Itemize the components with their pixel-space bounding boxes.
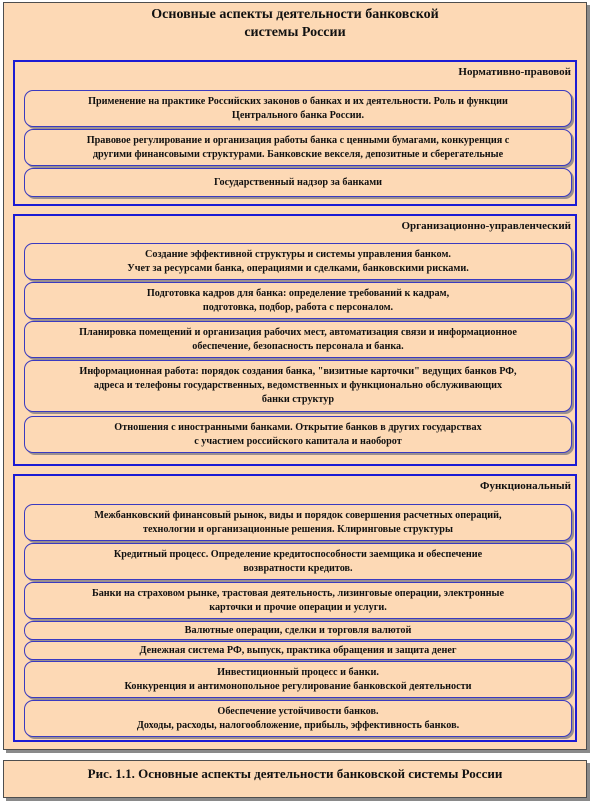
card-insurance-market: Банки на страховом рынке, трастовая деятельность, лизинговые операции, электронные карточки и прочие операции и услуги. [24,582,572,619]
card-state-supervision: Государственный надзор за банками [24,168,572,197]
card-securities-regulation: Правовое регулирование и организация работы банка с ценными бумагами, конкуренция с другими финансовыми структурами. Банковские векселя, депозитные и сберегательные [24,129,572,166]
card-currency-operations: Валютные операции, сделки и торговля валютой [24,621,572,640]
card-laws-central-bank: Применение на практике Российских законов о банках и их деятельности. Роль и функции Центрального банка России. [24,90,572,127]
block-title: Нормативно-правовой [458,66,571,78]
card-foreign-banks: Отношения с иностранными банками. Открытие банков в других государствах с участием российского капитала и наоборот [24,416,572,453]
card-information-work: Информационная работа: порядок создания банка, "визитные карточки" ведущих банков РФ, адреса и телефоны государственных, ведомственных и функционально обслуживающих банки структур [24,360,572,412]
card-personnel: Подготовка кадров для банка: определение требований к кадрам, подготовка, подбор, работа с персоналом. [24,282,572,319]
block-title: Организационно-управленческий [401,220,571,232]
block-title: Функциональный [480,480,571,492]
block-normative-legal [13,60,577,206]
figure-caption: Рис. 1.1. Основные аспекты деятельности банковской системы России [3,760,587,798]
card-premises-security: Планировка помещений и организация рабочих мест, автоматизация связи и информационное обеспечение, безопасность персонала и банка. [24,321,572,358]
block-functional [13,474,577,742]
card-credit-process: Кредитный процесс. Определение кредитоспособности заемщика и обеспечение возвратности кредитов. [24,543,572,580]
card-money-system: Денежная система РФ, выпуск, практика обращения и защита денег [24,641,572,660]
card-management-structure: Создание эффективной структуры и системы управления банком. Учет за ресурсами банка, операциями и сделками, банковскими рисками. [24,243,572,280]
card-interbank-market: Межбанковский финансовый рынок, виды и порядок совершения расчетных операций, технологии и организационные решения. Клиринговые структуры [24,504,572,541]
diagram-title: Основные аспекты деятельности банковской системы России [151,7,439,40]
card-bank-stability: Обеспечение устойчивости банков. Доходы, расходы, налогообложение, прибыль, эффективность банков. [24,700,572,737]
block-organizational-management [13,214,577,466]
diagram-frame [3,2,587,750]
card-investment-process: Инвестиционный процесс и банки. Конкуренция и антимонопольное регулирование банковской деятельности [24,661,572,698]
